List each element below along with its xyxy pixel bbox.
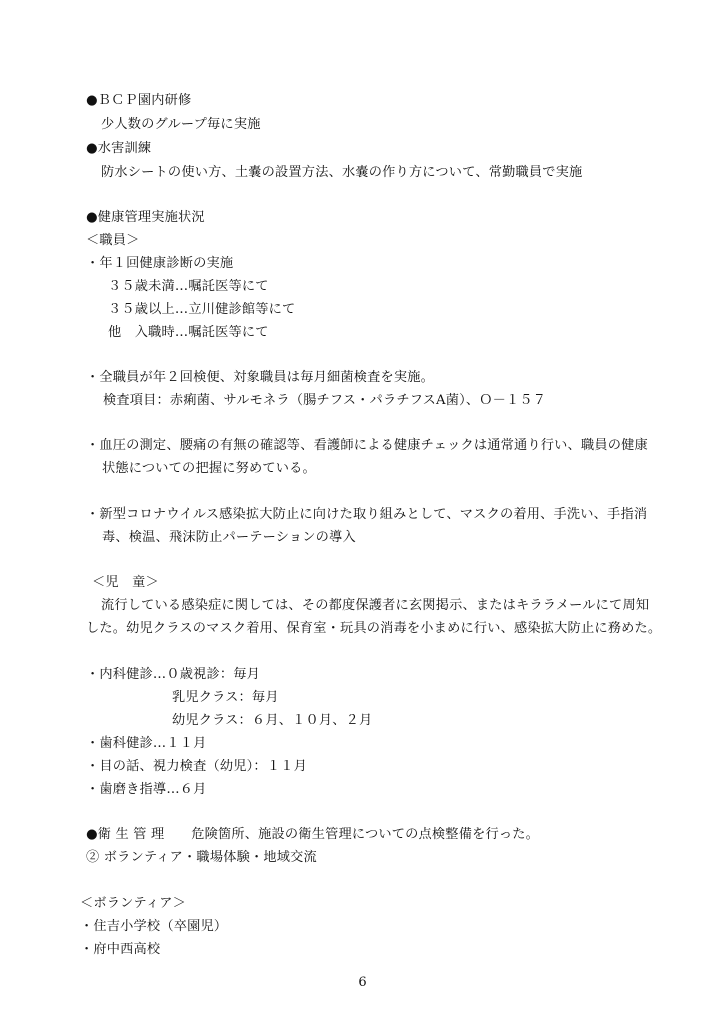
text-line: ・年１回健康診断の実施 xyxy=(86,256,234,271)
text-line: ② ボランティア・職場体験・地域交流 xyxy=(86,850,317,865)
text-line: ３５歳以上…立川健診館等にて xyxy=(108,302,296,317)
text-line: ・目の話、視力検査（幼児）：１１月 xyxy=(86,759,307,774)
text-line: 毒、検温、飛沫防止パーテーションの導入 xyxy=(102,530,356,545)
text-line: ・内科健診…０歳視診：毎月 xyxy=(86,667,261,682)
text-line: ＜児 童＞ xyxy=(92,575,159,590)
text-line: 乳児クラス：毎月 xyxy=(172,690,279,705)
text-line: 幼児クラス：６月、１０月、２月 xyxy=(172,713,373,728)
text-line: ・血圧の測定、腰痛の有無の確認等、看護師による健康チェックは通常通り行い、職員の健康 xyxy=(86,438,648,453)
text-line: ●ＢＣＰ園内研修 xyxy=(86,93,192,108)
text-line: 状態についての把握に努めている。 xyxy=(102,461,316,476)
text-line: ・住吉小学校（卒園児） xyxy=(80,919,228,934)
text-line: ・歯科健診…１１月 xyxy=(86,736,207,751)
text-line: ●健康管理実施状況 xyxy=(86,210,205,225)
text-line: 少人数のグループ毎に実施 xyxy=(101,117,261,132)
text-line: 他 入職時…嘱託医等にて xyxy=(108,325,269,340)
text-line: ＜ボランティア＞ xyxy=(80,896,187,911)
text-line: ●衛 生 管 理 危険箇所、施設の衛生管理についての点検整備を行った。 xyxy=(86,827,540,842)
text-line: ・新型コロナウイルス感染拡大防止に向けた取り組みとして、マスクの着用、手洗い、手指消 xyxy=(86,507,648,522)
text-line: ３５歳未満…嘱託医等にて xyxy=(108,279,269,294)
text-line: ●水害訓練 xyxy=(86,141,152,156)
text-line: 検査項目：赤痢菌、サルモネラ（腸チフス・パラチフスA菌）、Ｏ－１５７ xyxy=(103,393,547,408)
text-line: ・全職員が年２回検便、対象職員は毎月細菌検査を実施。 xyxy=(86,370,435,385)
text-line: ・府中西高校 xyxy=(80,942,161,957)
page-number: 6 xyxy=(358,975,367,990)
text-line: した。幼児クラスのマスク着用、保育室・玩具の消毒を小まめに行い、感染拡大防止に務めた。 xyxy=(86,621,662,636)
text-line: ・歯磨き指導…６月 xyxy=(86,782,207,797)
text-line: 流行している感染症に関しては、その都度保護者に玄関掲示、またはキララメールにて周知 xyxy=(101,598,650,613)
text-line: ＜職員＞ xyxy=(86,233,140,248)
text-line: 防水シートの使い方、土嚢の設置方法、水嚢の作り方について、常勤職員で実施 xyxy=(101,165,583,180)
